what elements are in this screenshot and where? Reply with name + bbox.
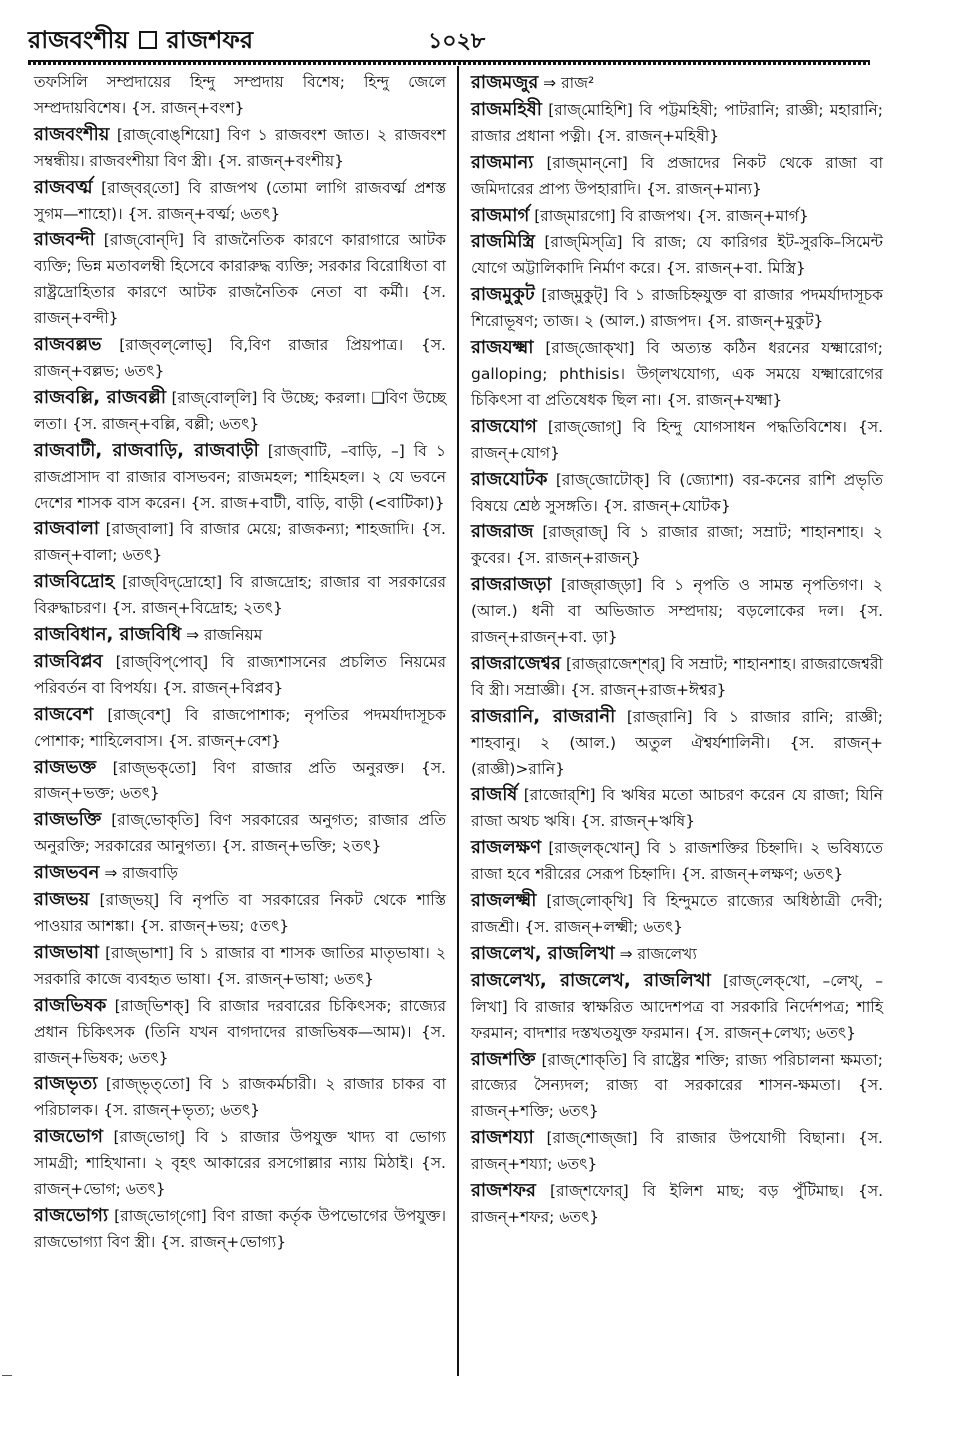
entry-headword: রাজভৃত্য [34, 1073, 98, 1095]
entry-definition: [রাজ্‌ভিশক্] বি রাজার দরবারের চিকিৎসক; রাজ্যের প্রধান চিকিৎসক (তিনি যখন বাগদাদের রাজভিষক—আম)। {স. রাজন্+ভিষক; ৬তৎ} [34, 996, 446, 1067]
left-column [34, 70, 446, 1256]
entry-headword: রাজরাজ [471, 521, 534, 543]
dictionary-entry [34, 860, 446, 887]
entry-headword: রাজশয্যা [471, 1127, 534, 1149]
dictionary-entry [34, 332, 446, 385]
entry-headword: রাজবাটী, রাজবাড়ি, রাজবাড়ী [34, 439, 259, 461]
dictionary-entry [34, 122, 446, 175]
dictionary-entry [471, 704, 883, 783]
dictionary-entry [34, 438, 446, 517]
entry-definition: [রাজ্‌ভক্‌তো] বিণ রাজার প্রতি অনুরক্ত। {স. রাজন্+ভক্ত; ৬তৎ} [34, 758, 446, 803]
dictionary-entry [34, 1203, 446, 1256]
dictionary-entry [471, 782, 883, 835]
entry-definition: [রাজ্‌জোক্‌খা] বি অত্যন্ত কঠিন ধরনের যক্ষ্মারোগ; galloping; phthisis। উগ্‌লখযোগ্য, এক সময়ে যক্ষ্মারোগের চিকিৎসা বা প্রতিষেধক ছিল না। {স. রাজন্+যক্ষ্মা} [471, 339, 883, 409]
entry-headword: রাজবল্লি, রাজবল্লী [34, 386, 166, 408]
dictionary-entry [34, 807, 446, 860]
entry-headword: রাজরাজেশ্বর [471, 652, 561, 674]
entry-definition: [রাজ্‌বোল্‌লি] বি উচ্ছে; করলা। ❑বিণ উচ্ছে লতা। {স. রাজন্+বল্লি, বল্লী; ৬তৎ} [34, 388, 446, 433]
entry-headword: রাজযক্ষ্মা [471, 337, 534, 359]
dictionary-entry [34, 649, 446, 702]
entry-headword: রাজমান্য [471, 151, 534, 173]
entry-definition: [রাজ্‌ভোগ্‌গো] বিণ রাজা কর্তৃক উপভোগের উপযুক্ত। রাজভোগ্যা বিণ স্ত্রী। {স. রাজন্+ভোগ্য} [34, 1206, 446, 1251]
dictionary-entry [471, 1178, 883, 1231]
entry-headword: রাজভক্তি [34, 809, 102, 831]
entry-definition: [রাজ্‌বর্‌তো] বি রাজপথ (তোমা লাগি রাজবর্ত্ম প্রশস্ত সুগম—শাহো)। {স. রাজন্+বর্ত্ম; ৬তৎ} [34, 178, 446, 223]
right-column [471, 70, 883, 1231]
entry-headword: রাজলেখ, রাজলিখা [471, 942, 615, 964]
box-separator-icon [139, 31, 157, 49]
guide-words [28, 22, 253, 62]
entry-definition: ⇒ রাজ² [543, 74, 595, 92]
entry-headword: রাজযোগ [471, 415, 537, 437]
dictionary-entry [471, 282, 883, 335]
entry-headword: রাজমুকুট [471, 284, 535, 306]
entry-headword: রাজভয় [34, 889, 90, 911]
entry-headword: রাজবংশীয় [34, 123, 110, 145]
entry-definition: [রাজ্‌মান্‌নো] বি প্রজাদের নিকট থেকে রাজা বা জমিদারের প্রাপ্য উপহারাদি। {স. রাজন্+মান্য} [471, 153, 884, 198]
entry-headword: রাজযোটক [471, 468, 548, 490]
page-header [28, 22, 928, 62]
entry-definition: [রাজ্‌ভাশা] বি ১ রাজার বা শাসক জাতির মাতৃভাষা। ২ সরকারি কাজে ব্যবহৃত ভাষা। {স. রাজন্+ভাষা; ৬তৎ} [34, 943, 446, 988]
entry-definition: [রাজ্‌বেশ্] বি রাজপোশাক; নৃপতির পদমর্যাদাসূচক পোশাক; শাহিলেবাস। {স. রাজন্+বেশ} [34, 705, 447, 750]
dictionary-entry [34, 70, 446, 122]
dictionary-entry [34, 516, 446, 569]
dictionary-entry [471, 968, 883, 1047]
dictionary-entry [471, 335, 883, 414]
entry-definition: [রাজ্‌জোটোক্] বি (জ্যোশা) বর-কনের রাশি প্রভৃতি বিষয়ে শ্রেষ্ঠ সুসঙ্গতি। {স. রাজন্+যোটক} [471, 470, 883, 515]
dictionary-entry [34, 175, 446, 228]
dictionary-entry [471, 1047, 883, 1126]
entry-headword: রাজবিধান, রাজবিধি [34, 624, 182, 646]
entry-headword: রাজবিদ্রোহ [34, 571, 115, 593]
entry-definition: [রাজ্‌লক্‌খোন্] বি ১ রাজশক্তির চিহ্নাদি। ২ ভবিষ্যতে রাজা হবে শরীরের সেরূপ চিহ্নাদি। {স. রাজন্+লক্ষণ; ৬তৎ} [471, 839, 883, 884]
entry-definition: [রাজ্‌মুকুট্] বি ১ রাজচিহ্নযুক্ত বা রাজার পদমর্যাদাসূচক শিরোভূষণ; তাজ। ২ (আল.) রাজপদ। {স. রাজন্+মুকুট} [471, 286, 883, 331]
entry-headword: রাজভোগ [34, 1126, 103, 1148]
entry-definition: [রাজোর্‌শি] বি ঋষির মতো আচরণ করেন যে রাজা; যিনি রাজা অথচ ঋষি। {স. রাজন্+ঋষি} [471, 786, 883, 831]
entry-headword: রাজমজুর [471, 72, 539, 93]
entry-definition: [রাজ্‌ভৃত্‌তো] বি ১ রাজকর্মচারী। ২ রাজার চাকর বা পরিচালক। {স. রাজন্+ভৃত্য; ৬তৎ} [34, 1075, 446, 1120]
entry-headword: রাজবেশ [34, 703, 94, 725]
entry-definition: [রাজ্‌ভোক্‌তি] বিণ সরকারের অনুগত; রাজার প্রতি অনুরক্তি; সরকারের আনুগত্য। {স. রাজন্+ভক্তি; ২তৎ} [34, 811, 446, 856]
dictionary-entry [34, 227, 446, 332]
entry-definition: [রাজ্‌বল্‌লোভ্] বি,বিণ রাজার প্রিয়পাত্র। {স. রাজন্+বল্লভ; ৬তৎ} [34, 336, 446, 380]
dictionary-entry [34, 755, 446, 808]
entry-headword: রাজবর্ত্ম [34, 176, 93, 198]
entry-definition: [রাজ্‌ভয়্] বি নৃপতি বা সরকারের নিকট থেকে শাস্তি পাওয়ার আশঙ্কা। {স. রাজন্+ভয়; ৫তৎ} [34, 891, 446, 935]
entry-definition: [রাজ্‌রাজ্] বি ১ রাজার রাজা; সম্রাট; শাহানশাহ। ২ কুবের। {স. রাজন্+রাজন্} [471, 523, 883, 568]
dictionary-entry [471, 888, 883, 941]
dictionary-entry [34, 1124, 446, 1203]
entry-headword: রাজবালা [34, 518, 100, 540]
margin-mark [2, 1375, 12, 1376]
dictionary-entry [471, 414, 883, 467]
dictionary-entry [471, 572, 883, 651]
entry-definition: [রাজ্‌মোহিশি] বি পট্টমহিষী; পাটরানি; রাজ্ঞী; মহারানি; রাজার প্রধানা পত্নী। {স. রাজন্+মহিষী} [471, 100, 883, 145]
entry-definition: তফসিলি সম্প্রদায়ের হিন্দু সম্প্রদায় বিশেষ; হিন্দু জেলে সম্প্রদায়বিশেষ। {স. রাজন্+বংশ} [34, 73, 446, 117]
entry-definition: ⇒ রাজলেখ্য [619, 944, 697, 963]
dictionary-entry [471, 150, 883, 203]
entry-definition: [রাজ্‌শফোর্] বি ইলিশ মাছ; বড় পুঁটিমাছ। {স. রাজন্+শফর; ৬তৎ} [471, 1182, 883, 1226]
entry-headword: রাজবন্দী [34, 229, 95, 251]
entry-headword: রাজমিস্ত্রি [471, 231, 535, 253]
entry-headword: রাজশফর [471, 1180, 536, 1202]
header-rule [28, 60, 870, 65]
dictionary-entry [471, 941, 883, 968]
entry-headword: রাজভিষক [34, 994, 107, 1016]
entry-headword: রাজমার্গ [471, 204, 530, 226]
dictionary-entry [471, 467, 883, 520]
entry-definition: ⇒ রাজনিয়ম [186, 626, 263, 645]
guide-word-last: রাজশফর [166, 26, 254, 54]
entry-headword: রাজভক্ত [34, 756, 97, 778]
entry-definition: [রাজ্‌ভোগ্] বি ১ রাজার উপযুক্ত খাদ্য বা ভোগ্য সামগ্রী; শাহিখানা। ২ বৃহৎ আকারের রসগোল্লার ন্যায় মিঠাই। {স. রাজন্+ভোগ; ৬তৎ} [34, 1128, 446, 1199]
dictionary-entry [471, 835, 883, 888]
dictionary-entry [471, 1125, 883, 1178]
entry-definition: [রাজ্‌লেক্‌খো, –লেখ্, –লিখা] বি রাজার স্বাক্ষরিত আদেশপত্র বা সরকারি নির্দেশপত্র; শাহি ফরমান; বাদশার দস্তখতযুক্ত ফরমান। {স. রাজন্+লেখ্য; ৬তৎ} [471, 971, 884, 1042]
entry-headword: রাজভাষা [34, 941, 100, 963]
entry-headword: রাজভবন [34, 862, 100, 884]
entry-definition: [রাজ্‌জোগ্] বি হিন্দু যোগসাধন পদ্ধতিবিশেষ। {স. রাজন্+যোগ} [471, 417, 883, 462]
dictionary-entry [471, 519, 883, 572]
dictionary-entry [471, 70, 883, 97]
entry-definition: [রাজ্‌রাজেশ্‌শর্] বি সম্রাট; শাহানশাহ। রাজরাজেশ্বরী বি স্ত্রী। সম্রাজ্ঞী। {স. রাজন্+রাজ+ঈশ্বর} [471, 654, 883, 699]
dictionary-entry [34, 569, 446, 622]
entry-definition: [রাজ্‌রানি] বি ১ রাজার রানি; রাজ্ঞী; শাহবানু। ২ (আল.) অতুল ঐশ্বর্যশালিনী। {স. রাজন্+(রাজ্ঞী)>রানি} [471, 707, 884, 778]
dictionary-entry [34, 887, 446, 940]
entry-definition: [রাজ্‌মারগো] বি রাজপথ। {স. রাজন্+মার্গ} [534, 206, 809, 225]
entry-definition: [রাজ্‌রাজ্‌ড়া] বি ১ নৃপতি ও সামন্ত নৃপতিগণ। ২ (আল.) ধনী বা অভিজাত সম্প্রদায়; বড়লোকের দল। {স. রাজন্+রাজন্+বা. ড়া} [471, 576, 883, 647]
entry-definition: [রাজ্‌বোন্‌দি] বি রাজনৈতিক কারণে কারাগারে আটক ব্যক্তি; ভিন্ন মতাবলম্বী হিসেবে কারারুদ্ধ ব্যক্তি; সরকার বিরোধিতা বা রাষ্ট্রদ্রোহিতার কারণে আটক রাজনৈতিক নেতা বা কর্মী। {স. রাজন্+বন্দী} [34, 231, 446, 328]
dictionary-entry [471, 651, 883, 704]
dictionary-entry [471, 229, 883, 282]
dictionary-entry [34, 940, 446, 993]
entry-headword: রাজরানি, রাজরানী [471, 705, 616, 727]
dictionary-entry [34, 385, 446, 438]
entry-headword: রাজবল্লভ [34, 334, 102, 356]
dictionary-entry [34, 702, 446, 755]
entry-headword: রাজশক্তি [471, 1048, 536, 1070]
entry-definition: [রাজ্‌বিদ্‌দ্রোহো] বি রাজদ্রোহ; রাজার বা সরকারের বিরুদ্ধাচরণ। {স. রাজন্+বিদ্রোহ; ২তৎ} [34, 573, 446, 618]
dictionary-entry [34, 622, 446, 649]
entry-definition: [রাজ্‌শোক্‌তি] বি রাষ্ট্রের শক্তি; রাজ্য পরিচালনা ক্ষমতা; রাজ্যের সৈন্যদল; রাজ্য বা সরকারের শাসন-ক্ষমতা। {স. রাজন্+শক্তি; ৬তৎ} [471, 1050, 883, 1121]
entry-definition: [রাজ্‌বালা] বি রাজার মেয়ে; রাজকন্যা; শাহজাদি। {স. রাজন্+বালা; ৬তৎ} [34, 520, 446, 565]
dictionary-entry [34, 1071, 446, 1124]
entry-definition: [রাজ্‌বাটি, –বাড়ি, –] বি ১ রাজপ্রাসাদ বা রাজার বাসভবন; রাজমহল; শাহিমহল। ২ যে ভবনে দেশের শাসক বাস করেন। {স. রাজ+বাটী, বাড়ি, বাড়ী (<বাটিকা)} [34, 441, 446, 512]
entry-definition: [রাজ্‌বোঙ্‌শিয়ো] বিণ ১ রাজবংশ জাত। ২ রাজবংশ সম্বন্ধীয়। রাজবংশীয়া বিণ স্ত্রী। {স. রাজন্+বংশীয়} [34, 125, 446, 170]
entry-headword: রাজর্ষি [471, 784, 518, 806]
page-number: ১০২৮ [428, 29, 486, 54]
column-divider [457, 66, 459, 1376]
entry-headword: রাজরাজড়া [471, 574, 552, 596]
entry-headword: রাজমহিষী [471, 98, 542, 120]
entry-definition: [রাজ্‌বিপ্‌পোব্] বি রাজ্যশাসনের প্রচলিত নিয়মের পরিবর্তন বা বিপর্যয়। {স. রাজন্+বিপ্লব} [34, 652, 446, 697]
entry-headword: রাজবিপ্লব [34, 650, 103, 672]
entry-headword: রাজলক্ষ্মী [471, 890, 537, 912]
entry-definition: [রাজ্‌মিস্‌ত্রি] বি রাজ; যে কারিগর ইট-সুরকি–সিমেন্ট যোগে অট্টালিকাদি নির্মাণ করে। {স. রাজন্+বা. মিস্ত্রি} [471, 233, 883, 278]
dictionary-entry [471, 97, 883, 150]
entry-headword: রাজভোগ্য [34, 1204, 109, 1226]
entry-definition: [রাজ্‌লোক্‌খি] বি হিন্দুমতে রাজ্যের অধিষ্ঠাত্রী দেবী; রাজশ্রী। {স. রাজন্+লক্ষ্মী; ৬তৎ} [471, 892, 883, 936]
dictionary-entry [471, 203, 883, 230]
entry-definition: ⇒ রাজবাড়ি [104, 864, 178, 883]
entry-headword: রাজলক্ষণ [471, 837, 542, 859]
entry-definition: [রাজ্‌শোজ্‌জা] বি রাজার উপযোগী বিছানা। {স. রাজন্+শয্যা; ৬তৎ} [471, 1129, 883, 1174]
guide-word-first: রাজবংশীয় [28, 26, 129, 54]
entry-headword: রাজলেখ্য, রাজলেখ, রাজলিখা [471, 969, 711, 991]
dictionary-entry [34, 993, 446, 1072]
